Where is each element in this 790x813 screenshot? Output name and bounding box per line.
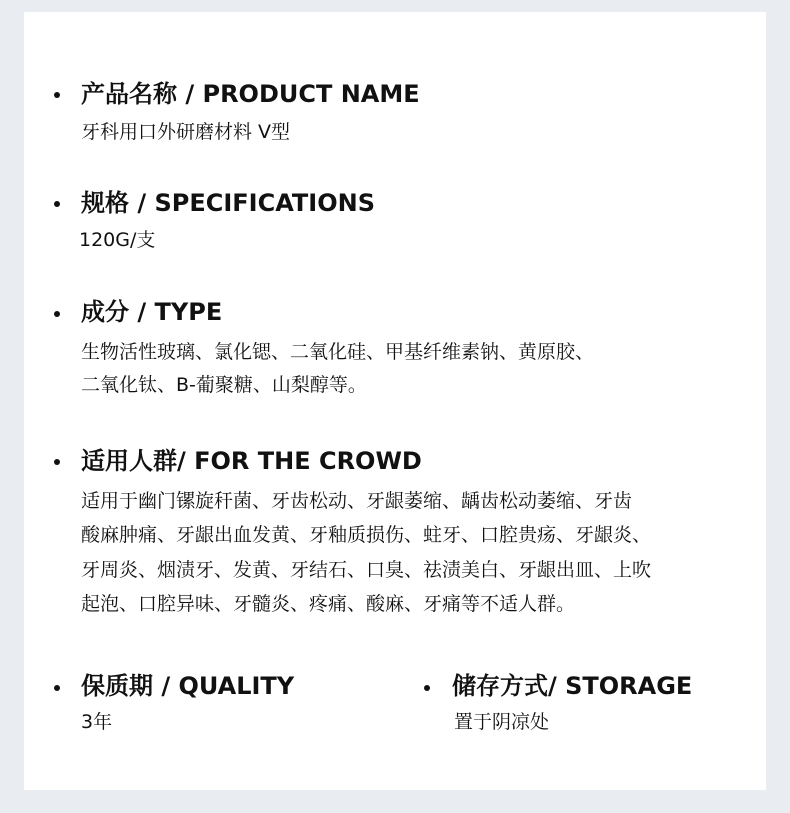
crowd-line: 牙周炎、烟渍牙、发黄、牙结石、口臭、祛渍美白、牙龈出皿、上吹 bbox=[81, 559, 652, 581]
crowd-line: 酸麻肿痛、牙龈出血发黄、牙釉质损伤、蛀牙、口腔贵疡、牙龈炎、 bbox=[81, 524, 652, 546]
bullet-icon bbox=[54, 201, 60, 207]
bullet-icon bbox=[424, 685, 430, 691]
product-name-heading: 产品名称 / PRODUCT NAME bbox=[81, 80, 420, 108]
type-heading: 成分 / TYPE bbox=[81, 298, 223, 326]
specifications-heading: 规格 / SPECIFICATIONS bbox=[81, 189, 376, 217]
quality-value: 3年 bbox=[81, 711, 113, 733]
crowd-line: 适用于幽门镙旋秆菌、牙齿松动、牙龈萎缩、龋齿松动萎缩、牙齿 bbox=[81, 490, 633, 512]
bullet-icon bbox=[54, 459, 60, 465]
bullet-icon bbox=[54, 685, 60, 691]
type-line: 二氧化钛、B-葡聚糖、山梨醇等。 bbox=[81, 374, 367, 396]
bullet-icon bbox=[54, 311, 60, 317]
specifications-value: 120G/支 bbox=[79, 229, 156, 251]
storage-heading: 储存方式/ STORAGE bbox=[452, 672, 693, 700]
type-line: 生物活性玻璃、氯化锶、二氧化硅、甲基纤维素钠、黄原胶、 bbox=[81, 341, 595, 363]
quality-heading: 保质期 / QUALITY bbox=[81, 672, 295, 700]
crowd-heading: 适用人群/ FOR THE CROWD bbox=[81, 447, 422, 475]
crowd-line: 起泡、口腔异味、牙髓炎、疼痛、酸麻、牙痛等不适人群。 bbox=[81, 593, 576, 615]
product-info-card bbox=[24, 12, 766, 790]
storage-value: 置于阴凉处 bbox=[454, 711, 550, 733]
product-name-value: 牙科用口外研磨材料 V型 bbox=[81, 121, 291, 143]
bullet-icon bbox=[54, 92, 60, 98]
